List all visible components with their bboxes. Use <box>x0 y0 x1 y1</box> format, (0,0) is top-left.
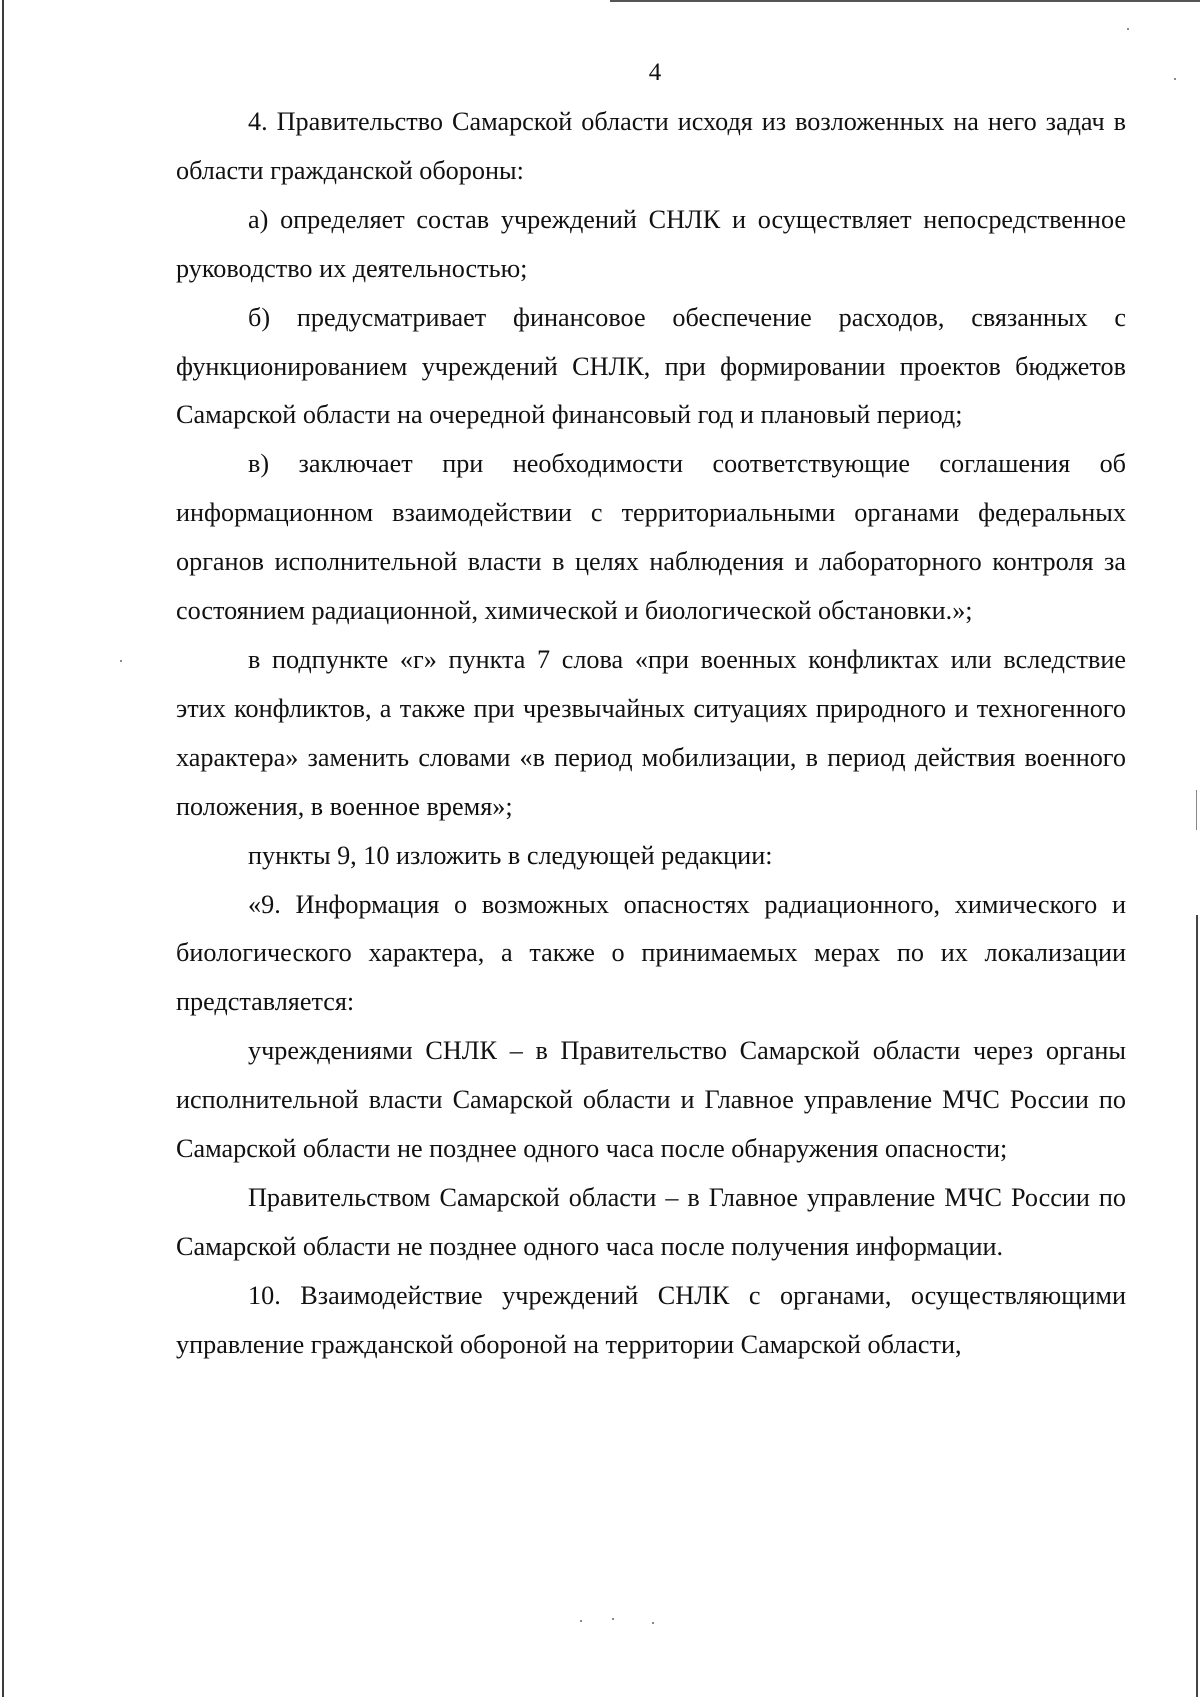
paragraph-amendment-7g: в подпункте «г» пункта 7 слова «при военных конфликтах или вследствие этих конфликтов, а также при чрезвычайных ситуациях природного и техногенного характера» заменить словами «в период мобилизации, в период действия военного положения, в военное время»; <box>176 644 1126 821</box>
scan-edge-top <box>610 0 1200 2</box>
paragraph-4a: а) определяет состав учреждений СНЛК и осуществляет непосредственное руководство их деятельностью; <box>176 204 1126 283</box>
scan-speck <box>652 1622 654 1624</box>
scan-speck <box>1127 28 1129 30</box>
scan-speck <box>120 660 122 662</box>
scan-mark-right <box>1196 790 1197 830</box>
paragraph-9-institutions: учреждениями СНЛК – в Правительство Самарской области через органы исполнительной власти Самарской области и Главное управление МЧС России по Самарской области не позднее одного часа после обнаружения опасности; <box>176 1036 1126 1164</box>
page-number: 4 <box>648 59 662 86</box>
scan-edge-left <box>2 0 4 1697</box>
scan-edge-right <box>1196 915 1198 1697</box>
paragraph-4-intro: 4. Правительство Самарской области исходя из возложенных на него задач в области гражданской обороны: <box>176 107 1126 185</box>
paragraph-4b: б) предусматривает финансовое обеспечение расходов, связанных с функционированием учреждений СНЛК, при формировании проектов бюджетов Самарской области на очередной финансовый год и плановый период; <box>176 302 1126 430</box>
paragraph-amendment-9-10: пункты 9, 10 изложить в следующей редакции: <box>248 840 773 870</box>
document-body <box>176 98 1126 1370</box>
scan-speck <box>612 1618 614 1620</box>
scan-speck <box>580 1620 582 1622</box>
paragraph-9-intro: «9. Информация о возможных опасностях радиационного, химического и биологического характера, а также о принимаемых мерах по их локализации представляется: <box>176 889 1126 1017</box>
paragraph-4v: в) заключает при необходимости соответствующие соглашения об информационном взаимодействии с территориальными органами федеральных органов исполнительной власти в целях наблюдения и лабораторного контроля за состоянием радиационной, химической и биологической обстановки.»; <box>176 449 1126 626</box>
paragraph-9-government: Правительством Самарской области – в Главное управление МЧС России по Самарской области не позднее одного часа после получения информации. <box>176 1182 1126 1261</box>
paragraph-10: 10. Взаимодействие учреждений СНЛК с органами, осуществляющими управление гражданской обороной на территории Самарской области, <box>176 1280 1126 1359</box>
